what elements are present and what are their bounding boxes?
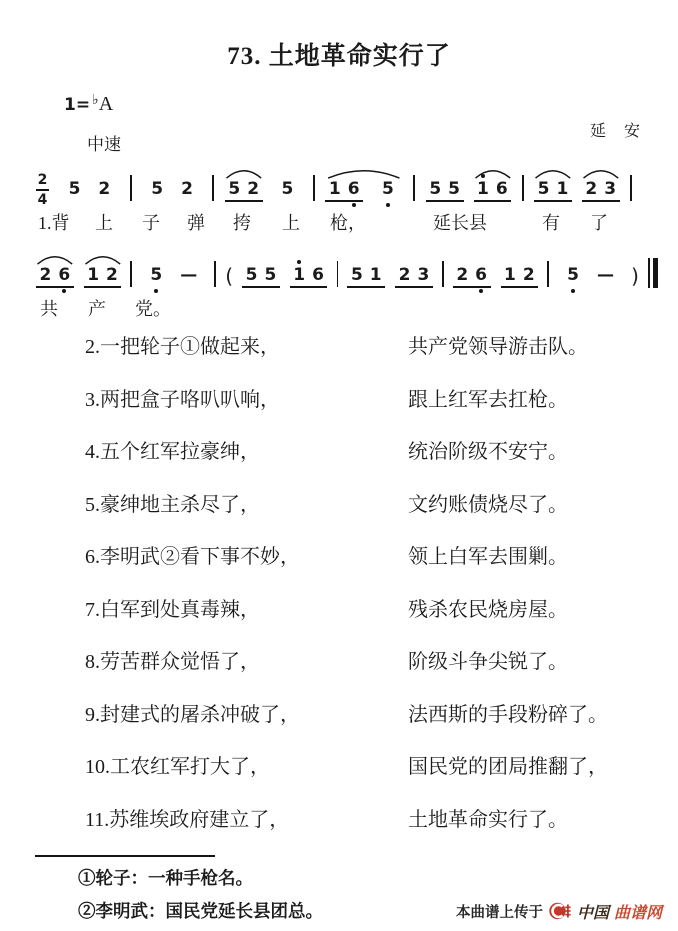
note — [370, 266, 382, 285]
barline — [413, 175, 415, 201]
note-digit: 6 — [495, 179, 508, 199]
final-barline-thin — [648, 258, 650, 288]
note-digit: 5 — [151, 179, 164, 199]
verse-row — [85, 546, 648, 568]
note-digit: 5 — [382, 179, 394, 199]
verse-right-text: 跟上红军去扛枪。 — [408, 388, 568, 411]
note-digit: 5 — [567, 265, 580, 285]
lyric-syllable: 上 — [95, 213, 113, 233]
note-digit: 5 — [264, 265, 277, 285]
barline — [130, 175, 132, 201]
dash-note — [180, 266, 196, 285]
verse-left-text: 4.五个红军拉豪绅， — [85, 441, 260, 463]
note-group — [534, 180, 619, 202]
lyric-syllable: 延长县 — [433, 213, 487, 233]
verse-row — [85, 336, 648, 358]
barline — [337, 261, 339, 287]
note — [348, 180, 360, 199]
lyric-syllable: 上 — [282, 213, 300, 233]
note — [429, 180, 441, 199]
barline — [130, 261, 132, 287]
octave-dot-low — [154, 289, 158, 293]
footnotes — [78, 862, 323, 928]
beat-unit — [501, 266, 539, 288]
note-digit: 5 — [350, 265, 363, 285]
verse-left-text: 9.封建式的屠杀冲破了， — [85, 703, 300, 726]
beat-unit — [534, 180, 572, 202]
page-title: 73. 土地革命实行了 — [227, 43, 451, 70]
note — [246, 266, 258, 285]
final-barline — [648, 258, 658, 288]
barline — [212, 175, 214, 201]
note-group — [453, 266, 538, 288]
origin-label: 延 安 — [589, 123, 640, 140]
note-digit: 1 — [87, 265, 100, 285]
verse-row — [85, 599, 648, 621]
note-digit: 6 — [58, 265, 71, 285]
note-digit: 1 — [369, 265, 382, 285]
footer-uploaded-text: 本曲谱上传于 — [455, 904, 543, 921]
footnote-2: ②李明武：国民党延长县团总。 — [78, 901, 323, 921]
verse-right-text: 国民党的团局推翻了， — [408, 756, 608, 778]
note — [151, 180, 163, 199]
note — [282, 180, 294, 199]
note — [477, 180, 489, 199]
note — [523, 266, 535, 285]
note — [150, 266, 162, 285]
note — [247, 180, 259, 199]
verse-left-text: 5.豪绅地主杀尽了， — [85, 493, 260, 516]
verse-row — [85, 809, 648, 831]
time-signature-denominator: 4 — [37, 192, 48, 208]
beat-unit — [290, 266, 328, 288]
beat-unit — [84, 266, 122, 288]
beat-unit — [395, 266, 433, 288]
lyric-syllable: 产 — [88, 299, 106, 319]
octave-dot-low — [62, 289, 66, 293]
verse-right-text: 文约账债烧尽了。 — [408, 493, 568, 516]
verse-row — [85, 441, 648, 463]
note — [382, 180, 394, 199]
score-line-1-lyrics — [36, 209, 632, 235]
note-group — [142, 180, 202, 202]
lyric-syllable: 子 — [142, 213, 160, 233]
site-logo-icon — [548, 899, 572, 923]
note — [40, 266, 52, 285]
score-line-1 — [36, 164, 632, 235]
verse-right-text: 阶级斗争尖锐了。 — [408, 651, 568, 673]
footer-site-name-dark: 中国 — [576, 902, 609, 922]
beat-unit — [60, 180, 120, 202]
note-digit: 3 — [417, 265, 430, 285]
note-group — [242, 266, 327, 288]
note-digit: 2 — [247, 179, 260, 199]
note-digit: 5 — [68, 179, 81, 199]
slur-arc — [534, 168, 572, 179]
key-signature-prefix: 1= — [64, 95, 91, 115]
octave-dot-high — [297, 260, 301, 264]
lyric-syllable: 共 — [40, 299, 58, 319]
note — [538, 180, 550, 199]
verse-left-text: 7.白军到处真毒辣， — [85, 598, 260, 621]
barline — [442, 261, 444, 287]
parenthesis: ) — [631, 264, 639, 288]
note-digit: 6 — [347, 179, 360, 199]
score-line-2-lyrics — [36, 295, 658, 321]
slur-arc — [225, 168, 263, 179]
verse-left-text: 3.两把盒子咯叭叭响， — [85, 388, 280, 411]
note-digit: 5 — [448, 179, 461, 199]
beat-unit — [582, 180, 620, 202]
beat-unit — [36, 266, 74, 288]
score-line-2-notes — [36, 250, 658, 288]
slur-arc — [582, 168, 620, 179]
octave-dot-low — [571, 289, 575, 293]
note — [475, 266, 487, 285]
note-digit: 2 — [98, 179, 111, 199]
note — [496, 180, 508, 199]
note-digit: 5 — [429, 179, 442, 199]
verse-row — [85, 756, 648, 778]
note-digit: 2 — [39, 265, 52, 285]
slur-arc — [36, 254, 74, 265]
slur-arc — [84, 254, 122, 265]
beat-unit — [474, 180, 512, 202]
dash-note — [597, 266, 613, 285]
note-digit: 5 — [228, 179, 241, 199]
note-digit: 1 — [293, 265, 306, 285]
note-digit: 6 — [312, 265, 324, 285]
note-group — [426, 180, 511, 202]
note-digit: 5 — [537, 179, 550, 199]
note-digit: — — [597, 265, 614, 285]
verse-left-text: 11.苏维埃政府建立了， — [85, 808, 290, 831]
lyric-syllable: 挎 — [233, 213, 251, 233]
footnote-1: ①轮子：一种手枪名。 — [78, 868, 253, 888]
verse-right-text: 残杀农民烧房屋。 — [408, 598, 568, 621]
slur-arc — [474, 168, 512, 179]
note — [448, 180, 460, 199]
note-group — [60, 180, 120, 202]
verses-list — [85, 336, 648, 861]
note-digit: 2 — [181, 179, 193, 199]
beat-unit — [426, 180, 464, 202]
verse-left-text: 6.李明武②看下事不妙， — [85, 546, 300, 568]
note-digit: 1 — [556, 179, 569, 199]
octave-dot-low — [479, 289, 483, 293]
note — [329, 180, 341, 199]
lyric-syllable: 了 — [590, 213, 608, 233]
note — [69, 180, 81, 199]
verse-left-text: 2.一把轮子①做起来， — [85, 336, 280, 358]
note — [417, 266, 429, 285]
note — [604, 180, 616, 199]
note — [312, 266, 324, 285]
note-digit: 3 — [604, 179, 617, 199]
barline — [522, 175, 524, 201]
note — [293, 266, 305, 285]
score-line-2 — [36, 250, 658, 321]
key-signature-key: A — [98, 93, 114, 115]
note — [399, 266, 411, 285]
note — [567, 266, 579, 285]
verse-left-text: 10.工农红军打大了， — [85, 756, 270, 778]
lyric-syllable: 枪， — [330, 213, 366, 233]
note-digit: 2 — [522, 265, 535, 285]
verse-row — [85, 389, 648, 411]
verse-row — [85, 494, 648, 516]
note-group — [225, 180, 303, 202]
verse-right-text: 法西斯的手段粉碎了。 — [408, 703, 608, 726]
tempo-marking: 中速 — [87, 135, 121, 154]
verse-right-text: 共产党领导游击队。 — [408, 336, 588, 358]
note-digit: 1 — [504, 265, 516, 285]
time-signature-bar — [36, 189, 49, 191]
note — [228, 180, 240, 199]
time-signature-numerator: 2 — [37, 172, 48, 189]
lyric-syllable: 党。 — [135, 299, 171, 319]
barline — [547, 261, 549, 287]
note-digit: 5 — [245, 265, 258, 285]
flat-sign: ♭ — [92, 93, 99, 108]
verse-right-text: 领上白军去围剿。 — [408, 546, 568, 568]
beat-unit — [141, 266, 205, 288]
verse-row — [85, 651, 648, 673]
note — [351, 266, 363, 285]
parenthesis: ( — [225, 264, 233, 288]
note-group — [141, 266, 205, 288]
verse-right-text: 统治阶级不安宁。 — [408, 441, 568, 463]
final-barline-thick — [653, 258, 658, 288]
octave-dot-low — [386, 203, 390, 207]
score-line-1-notes — [36, 164, 632, 208]
slur-arc — [325, 168, 403, 179]
beat-unit — [373, 180, 403, 202]
note-digit: 6 — [475, 265, 487, 285]
verse-row — [85, 704, 648, 726]
note-digit: 2 — [456, 265, 469, 285]
note-digit: 5 — [281, 179, 294, 199]
octave-dot-high — [481, 174, 485, 178]
note-digit: 5 — [150, 265, 163, 285]
beat-unit — [453, 266, 491, 288]
note — [585, 180, 597, 199]
note — [557, 180, 569, 199]
barline — [214, 261, 216, 287]
beat-unit — [347, 266, 385, 288]
beat-unit — [142, 180, 202, 202]
note-digit: 2 — [585, 179, 598, 199]
footer-watermark — [456, 899, 662, 923]
lyric-syllable: 1.背 — [38, 213, 70, 233]
note-digit: 2 — [106, 265, 118, 285]
note — [106, 266, 118, 285]
note-group — [36, 266, 121, 288]
barline — [313, 175, 315, 201]
note — [504, 266, 516, 285]
note — [58, 266, 70, 285]
beat-unit — [325, 180, 363, 202]
lyric-syllable: 弹 — [187, 213, 205, 233]
note-group — [347, 266, 432, 288]
footer-site-name-red: 曲谱网 — [613, 902, 662, 922]
note — [264, 266, 276, 285]
note-group — [558, 266, 622, 288]
note-digit: 1 — [477, 179, 489, 199]
note — [456, 266, 468, 285]
beat-unit — [273, 180, 303, 202]
note — [87, 266, 99, 285]
note — [98, 180, 110, 199]
verse-left-text: 8.劳苦群众觉悟了， — [85, 651, 260, 673]
note-digit: 2 — [398, 265, 411, 285]
note-digit: — — [180, 265, 197, 285]
note-group — [325, 180, 403, 202]
beat-unit — [558, 266, 622, 288]
footnote-divider — [35, 855, 215, 857]
octave-dot-low — [352, 203, 356, 207]
key-signature — [64, 92, 113, 116]
note-digit: 1 — [328, 179, 341, 199]
beat-unit — [225, 180, 263, 202]
barline — [630, 175, 632, 201]
beat-unit — [242, 266, 280, 288]
verse-right-text: 土地革命实行了。 — [408, 808, 568, 831]
note — [181, 180, 193, 199]
time-signature — [36, 173, 49, 207]
lyric-syllable: 有 — [542, 213, 560, 233]
